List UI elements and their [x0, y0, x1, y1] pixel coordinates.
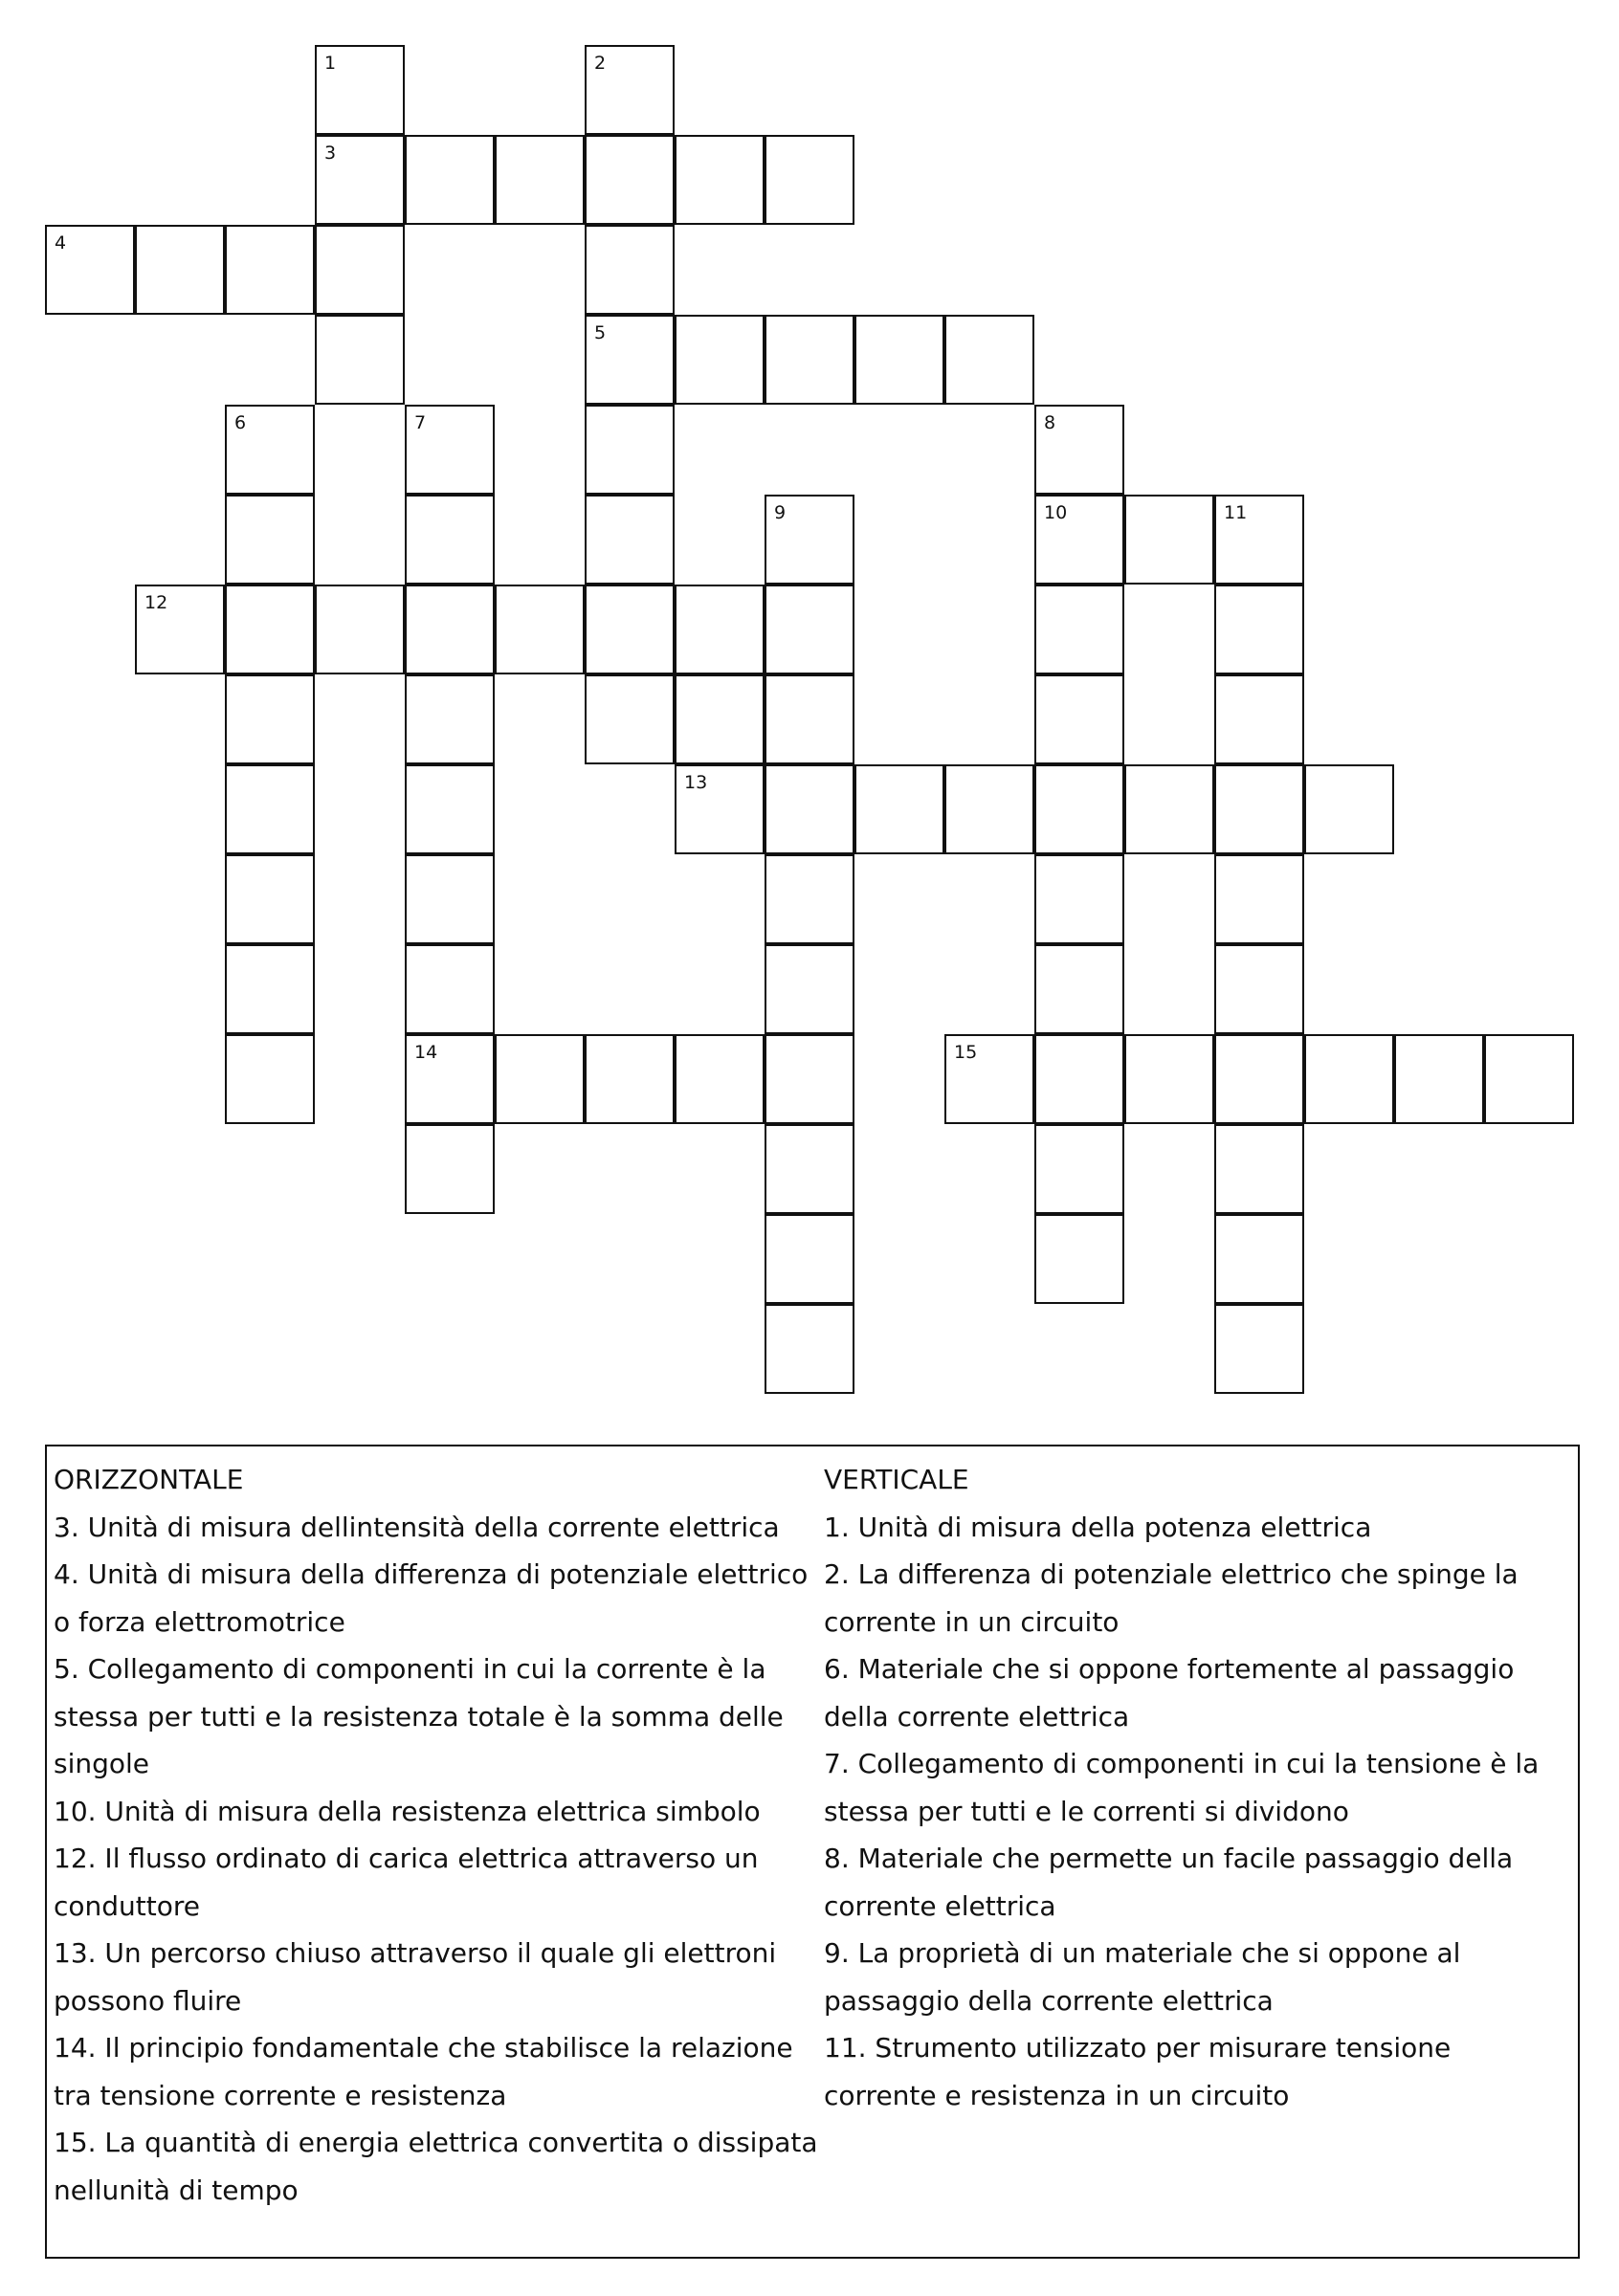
crossword-cell-15[interactable]	[944, 1034, 1034, 1124]
clue-number: 10	[1044, 502, 1068, 523]
clue-number: 1	[324, 53, 337, 74]
clue-across-12: 12. Il flusso ordinato di carica elettrica attraverso un conduttore	[54, 1843, 759, 1922]
crossword-cell[interactable]	[1214, 674, 1304, 764]
crossword-cell[interactable]	[1034, 1124, 1124, 1214]
crossword-cell[interactable]	[1124, 1034, 1214, 1124]
crossword-cell[interactable]	[225, 225, 315, 315]
crossword-cell[interactable]	[765, 315, 854, 405]
crossword-cell[interactable]	[585, 135, 675, 225]
crossword-cell[interactable]	[225, 854, 315, 944]
crossword-cell[interactable]	[765, 944, 854, 1034]
crossword-cell[interactable]	[765, 854, 854, 944]
crossword-cell-6[interactable]	[225, 405, 315, 495]
crossword-cell[interactable]	[1214, 944, 1304, 1034]
crossword-cell-12[interactable]	[135, 585, 225, 674]
crossword-cell[interactable]	[1214, 854, 1304, 944]
crossword-cell[interactable]	[585, 405, 675, 495]
crossword-cell[interactable]	[405, 1124, 495, 1214]
crossword-cell[interactable]	[405, 495, 495, 585]
crossword-cell[interactable]	[765, 674, 854, 764]
clue-number: 7	[414, 412, 427, 433]
clue-down-1: 1. Unità di misura della potenza elettrica	[824, 1511, 1372, 1543]
crossword-cell[interactable]	[1214, 764, 1304, 854]
clue-number: 6	[234, 412, 247, 433]
crossword-cell[interactable]	[944, 315, 1034, 405]
clues-box	[45, 1445, 1580, 2259]
crossword-cell[interactable]	[854, 764, 944, 854]
clue-down-8: 8. Materiale che permette un facile passaggio della corrente elettrica	[824, 1843, 1514, 1922]
crossword-cell[interactable]	[585, 225, 675, 315]
clue-number: 11	[1224, 502, 1248, 523]
crossword-cell[interactable]	[405, 764, 495, 854]
crossword-cell[interactable]	[675, 315, 765, 405]
clue-number: 15	[954, 1042, 978, 1063]
crossword-cell-7[interactable]	[405, 405, 495, 495]
crossword-cell[interactable]	[1214, 1034, 1304, 1124]
clue-across-15: 15. La quantità di energia elettrica convertita o dissipata nellunità di tempo	[54, 2127, 818, 2206]
clues-horizontal	[54, 1456, 819, 2214]
crossword-cell[interactable]	[495, 135, 585, 225]
crossword-cell[interactable]	[315, 225, 405, 315]
crossword-cell[interactable]	[225, 1034, 315, 1124]
clue-number: 13	[684, 772, 708, 793]
crossword-cell[interactable]	[675, 135, 765, 225]
vertical-heading: VERTICALE	[824, 1464, 969, 1495]
crossword-cell[interactable]	[315, 315, 405, 405]
clue-number: 9	[774, 502, 787, 523]
crossword-cell[interactable]	[1214, 585, 1304, 674]
crossword-cell[interactable]	[1034, 764, 1124, 854]
crossword-cell[interactable]	[135, 225, 225, 315]
clue-down-11: 11. Strumento utilizzato per misurare tensione corrente e resistenza in un circuito	[824, 2032, 1452, 2111]
clue-across-5: 5. Collegamento di componenti in cui la corrente è la stessa per tutti e la resistenza totale è la somma delle singole	[54, 1653, 784, 1779]
crossword-cell[interactable]	[675, 674, 765, 764]
crossword-cell[interactable]	[585, 585, 675, 674]
clue-number: 5	[594, 322, 607, 343]
crossword-cell[interactable]	[225, 764, 315, 854]
clue-number: 4	[55, 232, 67, 254]
crossword-cell[interactable]	[1034, 585, 1124, 674]
crossword-cell[interactable]	[1484, 1034, 1574, 1124]
crossword-cell[interactable]	[1034, 1214, 1124, 1304]
crossword-cell-2[interactable]	[585, 45, 675, 135]
crossword-cell[interactable]	[225, 674, 315, 764]
crossword-cell-10[interactable]	[1034, 495, 1124, 585]
crossword-cell[interactable]	[585, 495, 675, 585]
crossword-cell[interactable]	[765, 764, 854, 854]
crossword-cell[interactable]	[585, 1034, 675, 1124]
clue-across-3: 3. Unità di misura dellintensità della corrente elettrica	[54, 1511, 780, 1543]
crossword-cell[interactable]	[405, 854, 495, 944]
crossword-cell[interactable]	[944, 764, 1034, 854]
crossword-cell[interactable]	[1034, 854, 1124, 944]
crossword-cell-8[interactable]	[1034, 405, 1124, 495]
crossword-cell-9[interactable]	[765, 495, 854, 585]
crossword-cell[interactable]	[1394, 1034, 1484, 1124]
crossword-cell[interactable]	[765, 1304, 854, 1394]
crossword-cell[interactable]	[585, 674, 675, 764]
clues-vertical	[824, 1456, 1570, 2119]
crossword-cell[interactable]	[1124, 495, 1214, 585]
crossword-cell[interactable]	[225, 495, 315, 585]
clue-down-9: 9. La proprietà di un materiale che si oppone al passaggio della corrente elettrica	[824, 1937, 1461, 2017]
crossword-cell[interactable]	[1034, 944, 1124, 1034]
crossword-cell-3[interactable]	[315, 135, 405, 225]
crossword-cell-13[interactable]	[675, 764, 765, 854]
crossword-cell[interactable]	[1304, 764, 1394, 854]
crossword-cell[interactable]	[315, 585, 405, 674]
crossword-cell[interactable]	[405, 674, 495, 764]
crossword-cell[interactable]	[1214, 1214, 1304, 1304]
crossword-cell[interactable]	[1034, 674, 1124, 764]
crossword-cell-4[interactable]	[45, 225, 135, 315]
clue-number: 8	[1044, 412, 1056, 433]
horizontal-heading: ORIZZONTALE	[54, 1464, 244, 1495]
crossword-cell[interactable]	[765, 1124, 854, 1214]
crossword-cell[interactable]	[765, 1034, 854, 1124]
crossword-cell[interactable]	[1304, 1034, 1394, 1124]
clue-down-7: 7. Collegamento di componenti in cui la tensione è la stessa per tutti e le correnti si dividono	[824, 1748, 1540, 1827]
crossword-cell[interactable]	[1034, 1034, 1124, 1124]
crossword-cell[interactable]	[225, 585, 315, 674]
crossword-cell[interactable]	[765, 135, 854, 225]
crossword-cell[interactable]	[675, 585, 765, 674]
crossword-cell[interactable]	[405, 135, 495, 225]
crossword-cell[interactable]	[495, 1034, 585, 1124]
clue-number: 2	[594, 53, 607, 74]
clue-number: 3	[324, 143, 337, 164]
clue-across-10: 10. Unità di misura della resistenza elettrica simbolo	[54, 1795, 761, 1827]
clue-number: 12	[144, 592, 168, 613]
clue-down-2: 2. La differenza di potenziale elettrico che spinge la corrente in un circuito	[824, 1558, 1519, 1638]
clue-down-6: 6. Materiale che si oppone fortemente al passaggio della corrente elettrica	[824, 1653, 1515, 1733]
clue-number: 14	[414, 1042, 438, 1063]
crossword-cell[interactable]	[405, 944, 495, 1034]
crossword-cell-14[interactable]	[405, 1034, 495, 1124]
crossword-cell-1[interactable]	[315, 45, 405, 135]
crossword-cell[interactable]	[765, 585, 854, 674]
crossword-cell-11[interactable]	[1214, 495, 1304, 585]
crossword-cell[interactable]	[765, 1214, 854, 1304]
clue-across-14: 14. Il principio fondamentale che stabilisce la relazione tra tensione corrente e resistenza	[54, 2032, 793, 2111]
crossword-cell[interactable]	[225, 944, 315, 1034]
crossword-cell[interactable]	[1214, 1304, 1304, 1394]
crossword-cell[interactable]	[854, 315, 944, 405]
clue-across-13: 13. Un percorso chiuso attraverso il quale gli elettroni possono fluire	[54, 1937, 777, 2017]
crossword-cell[interactable]	[495, 585, 585, 674]
crossword-cell-5[interactable]	[585, 315, 675, 405]
crossword-cell[interactable]	[675, 1034, 765, 1124]
crossword-cell[interactable]	[405, 585, 495, 674]
crossword-cell[interactable]	[1124, 764, 1214, 854]
crossword-cell[interactable]	[1214, 1124, 1304, 1214]
clue-across-4: 4. Unità di misura della differenza di potenziale elettrico o forza elettromotrice	[54, 1558, 809, 1638]
